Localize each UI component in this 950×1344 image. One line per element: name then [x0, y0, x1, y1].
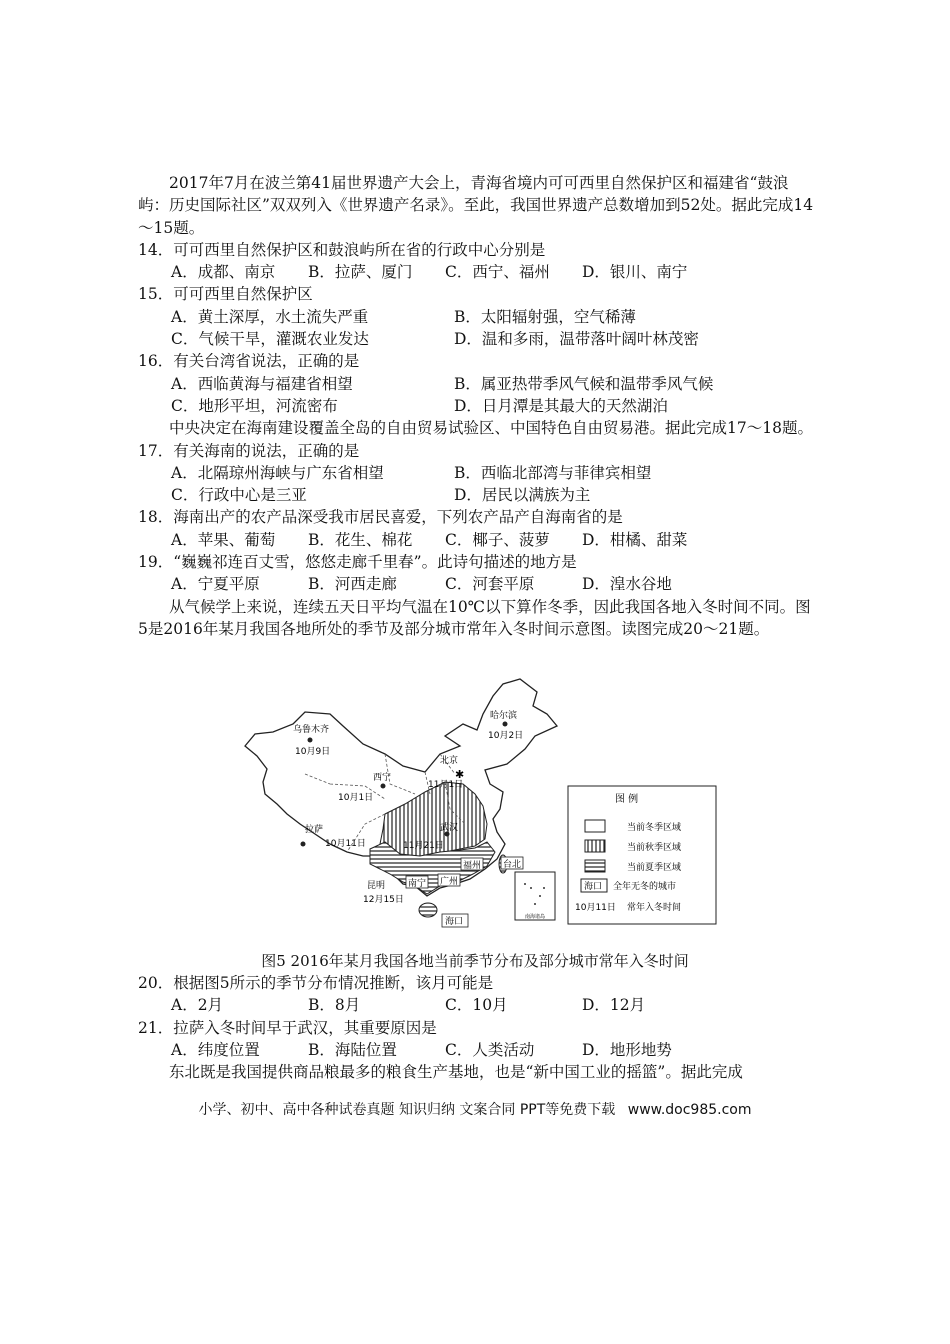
south-sea-label: 南海诸岛 — [524, 914, 546, 920]
question-18-stem: 18．海南出产的农产品深受我市居民喜爱，下列农产品产自海南省的是 — [138, 508, 623, 527]
option-c: C．行政中心是三亚 — [171, 486, 307, 505]
question-17-options-row2 — [138, 484, 818, 506]
city-taipei: 台北 — [503, 860, 522, 870]
date-kunming: 12月15日 — [363, 895, 404, 905]
option-c: C．西宁、福州 — [445, 263, 550, 282]
passage-next: 东北既是我国提供商品粮最多的粮食生产基地，也是“新中国工业的摇篮”。据此完成 — [169, 1063, 743, 1082]
option-a: A．2月 — [171, 996, 224, 1015]
city-xining: 西宁 — [373, 773, 392, 783]
question-16-options-row1 — [138, 373, 818, 395]
city-lhasa: 拉萨 — [305, 825, 324, 835]
question-17-options-row1 — [138, 462, 818, 484]
city-beijing: 北京 — [440, 756, 459, 766]
city-urumqi: 乌鲁木齐 — [293, 725, 330, 735]
option-b: B．拉萨、厦门 — [308, 263, 413, 282]
questions-block-bottom — [138, 972, 818, 1083]
question-21-options — [138, 1039, 818, 1061]
option-d: D．温和多雨，温带落叶阔叶林茂密 — [454, 330, 699, 349]
option-a: A．西临黄海与福建省相望 — [171, 374, 353, 393]
option-b: B．属亚热带季风气候和温带季风气候 — [454, 374, 714, 393]
season-map-figure — [235, 674, 720, 929]
city-harbin: 哈尔滨 — [490, 711, 518, 721]
city-dot-lhasa — [301, 842, 306, 847]
question-15-options-row1 — [138, 306, 818, 328]
city-dot-urumqi — [308, 738, 313, 743]
date-wuhan: 11月21日 — [403, 841, 444, 851]
question-21-stem: 21．拉萨入冬时间早于武汉，其重要原因是 — [138, 1018, 437, 1037]
option-b: B．河西走廊 — [308, 575, 397, 594]
option-a: A．成都、南京 — [171, 263, 276, 282]
legend-date-sample: 10月11日 — [575, 903, 616, 913]
date-urumqi: 10月9日 — [295, 747, 331, 757]
option-b: B．太阳辐射强，空气稀薄 — [454, 307, 636, 326]
city-nanning: 南宁 — [408, 879, 427, 889]
city-kunming: 昆明 — [367, 881, 386, 891]
china-season-map — [235, 674, 720, 929]
date-beijing: 11月1日 — [428, 780, 464, 790]
legend-date: 常年入冬时间 — [627, 903, 682, 913]
city-dot-harbin — [503, 722, 508, 727]
passage-14-15: 2017年7月在波兰第41届世界遗产大会上，青海省境内可可西里自然保护区和福建省“鼓浪屿：历史国际社区”双双列入《世界遗产名录》。至此，我国世界遗产总数增加到52处。据此完成14～15题。 — [138, 174, 814, 237]
footer-link[interactable]: www.doc985.com — [627, 1102, 752, 1118]
city-haikou: 海口 — [445, 917, 464, 927]
option-a: A．苹果、葡萄 — [171, 530, 276, 549]
question-16-options-row2 — [138, 395, 818, 417]
question-15-options-row2 — [138, 328, 818, 350]
city-wuhan: 武汉 — [440, 823, 459, 833]
page-footer — [0, 1099, 950, 1119]
option-b: B．8月 — [308, 996, 361, 1015]
legend-title: 图 例 — [615, 794, 639, 805]
question-16-stem: 16．有关台湾省说法，正确的是 — [138, 352, 360, 371]
option-d: D．居民以满族为主 — [454, 486, 591, 505]
option-a: A．黄土深厚，水土流失严重 — [171, 307, 369, 326]
passage-20-21: 从气候学上来说，连续五天日平均气温在10℃以下算作冬季，因此我国各地入冬时间不同。图5是2016年某月我国各地所处的季节及部分城市常年入冬时间示意图。读图完成20～21题。 — [138, 597, 811, 638]
legend-no-winter-sample: 海口 — [584, 882, 603, 892]
star-icon: ✱ — [455, 768, 465, 781]
option-a: A．宁夏平原 — [171, 575, 260, 594]
option-b: B．西临北部湾与菲律宾相望 — [454, 463, 652, 482]
date-xining: 10月1日 — [338, 793, 374, 803]
question-14-options — [138, 261, 818, 283]
legend-autumn: 当前秋季区域 — [627, 843, 682, 853]
option-c: C．气候干旱，灌溉农业发达 — [171, 330, 369, 349]
figure-caption: 图5 2016年某月我国各地当前季节分布及部分城市常年入冬时间 — [261, 952, 689, 970]
option-d: D．日月潭是其最大的天然湖泊 — [454, 396, 668, 415]
hainan-island — [419, 903, 437, 917]
option-d: D．银川、南宁 — [582, 263, 688, 282]
question-19-stem: 19．“巍巍祁连百丈雪，悠悠走廊千里春”。此诗句描述的地方是 — [138, 553, 577, 572]
option-b: B．海陆位置 — [308, 1040, 397, 1059]
option-c: C．椰子、菠萝 — [445, 530, 550, 549]
question-20-stem: 20．根据图5所示的季节分布情况推断，该月可能是 — [138, 974, 494, 992]
option-d: D．地形地势 — [582, 1040, 672, 1059]
question-18-options — [138, 529, 818, 551]
question-14-stem: 14．可可西里自然保护区和鼓浪屿所在省的行政中心分别是 — [138, 240, 546, 259]
date-harbin: 10月2日 — [488, 731, 524, 741]
legend-no-winter: 全年无冬的城市 — [613, 882, 677, 892]
city-dot-xining — [381, 784, 386, 789]
option-d: D．湟水谷地 — [582, 575, 672, 594]
option-d: D．12月 — [582, 996, 646, 1015]
legend-winter: 当前冬季区域 — [627, 823, 682, 833]
questions-block-top — [138, 172, 818, 640]
date-lhasa: 10月11日 — [325, 839, 366, 849]
city-fuzhou: 福州 — [463, 861, 482, 871]
south-sea-inset — [515, 872, 555, 920]
question-19-options — [138, 573, 818, 595]
option-b: B．花生、棉花 — [308, 530, 413, 549]
footer-text: 小学、初中、高中各种试卷真题 知识归纳 文案合同 PPT等免费下载 — [198, 1102, 616, 1118]
question-15-stem: 15．可可西里自然保护区 — [138, 285, 313, 304]
passage-17-18: 中央决定在海南建设覆盖全岛的自由贸易试验区、中国特色自由贸易港。据此完成17～18题。 — [169, 419, 813, 438]
question-20-options — [138, 994, 818, 1016]
question-17-stem: 17．有关海南的说法，正确的是 — [138, 441, 360, 460]
legend-summer: 当前夏季区域 — [627, 863, 682, 873]
option-a: A．纬度位置 — [171, 1040, 260, 1059]
map-legend — [568, 786, 716, 924]
option-c: C．地形平坦，河流密布 — [171, 396, 338, 415]
option-c: C．河套平原 — [445, 575, 535, 594]
option-c: C．人类活动 — [445, 1040, 535, 1059]
option-d: D．柑橘、甜菜 — [582, 530, 688, 549]
option-c: C．10月 — [445, 996, 508, 1015]
option-a: A．北隔琼州海峡与广东省相望 — [171, 463, 384, 482]
city-guangzhou: 广州 — [440, 877, 459, 887]
